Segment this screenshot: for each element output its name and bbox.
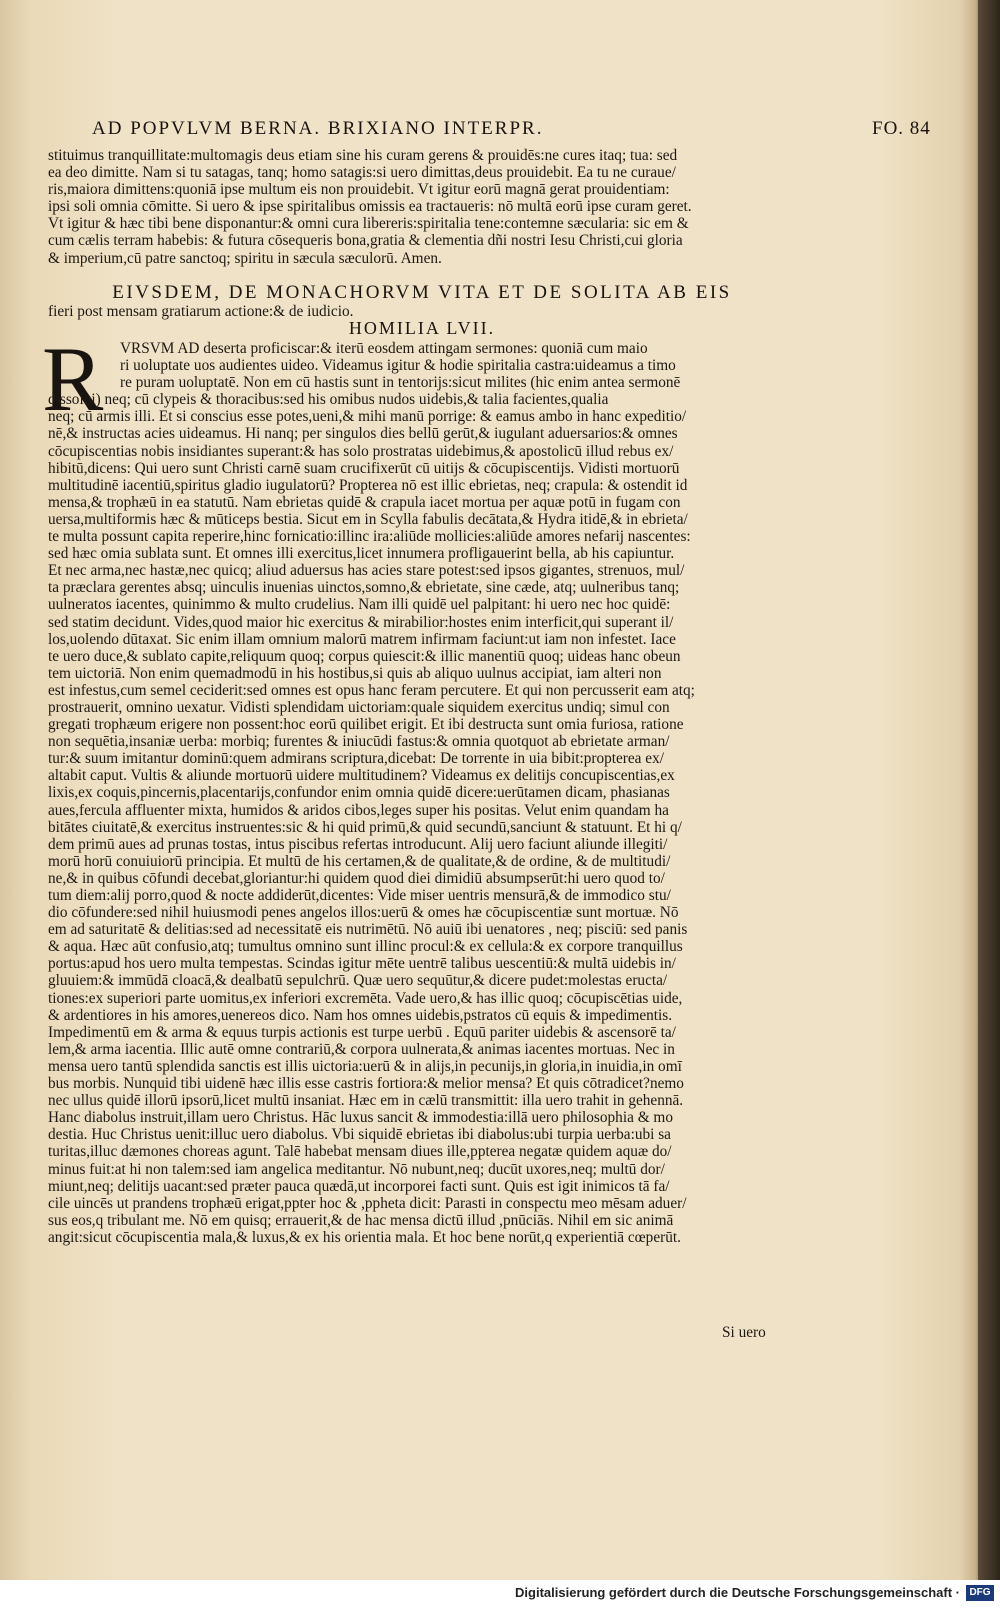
digitization-footer: [0, 1580, 1000, 1608]
text-line: destia. Huc Christus uenit:illuc uero diabolus. Vbi siquidē ebrietas ibi diabolus:ubi turpia uerba:ubi sa: [48, 1126, 671, 1144]
text-line: em ad saturitatē & delitias:sed ad necessitatē eis nutrimētū. Nō auiū ibi uenatores , neq; pisciū: sed panis: [48, 921, 688, 939]
text-line: Et nec arma,nec hastæ,nec quicq; aliud aduersus has acies stare potest:sed ipsos gigantes, strenuos, mul/: [48, 562, 685, 580]
text-line: ris,maiora dimittens:quoniā ipse multum eis non prouidebit. Vt igitur eorū magnā gerat prouidentiam:: [48, 181, 670, 199]
text-line: gluuiem:& immūdā cloacā,& dealbatū sepulchrū. Quæ uero sequūtur,& dicere pudet:molestas eructa/: [48, 972, 668, 990]
text-line: mensa,& trophæū in ea statutū. Nam ebrietas quidē & crapula iacet mortua per aquæ potū in fugam con: [48, 493, 681, 511]
text-line: & ardentiores in his amores,uenereos dico. Nam hos omnes uidebis,pstratos cū equis & impedimentis.: [48, 1006, 673, 1024]
text-line: aues,fercula affluenter mixta, humidos & aridos cibos,leges super his positas. Velut enim quandam ha: [48, 801, 669, 819]
text-line: los,uolendo dūtaxat. Sic enim illam omnium malorū matrem infirmam faciunt:ut iam non infestet. Iace: [48, 630, 676, 648]
text-line: uulneratos iacentes, quinimmo & multo crudelius. Nam illi quidē uel palpitant: hi uero nec hoc quidē:: [48, 596, 671, 614]
text-line: morū horū conuiuiorū principia. Et multū de his certamen,& de qualitate,& de ordine, & de multitudi/: [48, 852, 671, 870]
section-subtitle: fieri post mensam gratiarum actione:& de iudicio.: [48, 303, 354, 320]
section-title: EIVSDEM, DE MONACHORVM VITA ET DE SOLITA AB EIS: [112, 282, 732, 303]
text-line: hibitū,dicens: Qui uero sunt Christi carnē suam crucifixerūt cū uitijs & cōcupiscentijs. Vidisti mortuorū: [48, 459, 680, 477]
text-line: lem,& arma iacentia. Illic autē omne contrariū,& corpora uulnerata,& animas iacentes mortuas. Nec in: [48, 1040, 675, 1058]
text-line: neq; cū armis illi. Et si conscius esse potes,ueni,& mihi manū porrige: & eamus ambo in hanc expeditio/: [48, 408, 687, 426]
text-line: altabit caput. Vultis & aliunde mortuorū uidere multitudinem? Videamus ex delitijs concupiscentias,ex: [48, 767, 675, 785]
text-line: Impedimentū em & arma & equus turpis actionis est turpe uerbū . Equū pariter uidebis & ascensorē ta/: [48, 1023, 676, 1041]
text-line: non sequētia,insaniæ uerba: morbiq; furentes & iniucūdi fastus:& omnia quotquot ab ebrietate arman/: [48, 733, 670, 751]
text-line: angit:sicut cōcupiscentia mala,& luxus,& ex his orientia mala. Et hoc bene norūt,q experientiā cœperūt.: [48, 1228, 681, 1246]
text-line: nec ullus quidē illorū ipsorū,licet multū insaniat. Hæc em in cælū transmittit: illa uero trahit in gehennā.: [48, 1092, 684, 1110]
text-line: multitudinē iacentiū,spiritus gladio iugulatorū? Propterea nō est illic ebrietas, neq; crapula: & ostendit id: [48, 476, 688, 494]
text-line: tum diem:alij porro,quod & nocte addiderūt,dicentes: Vide miser uentris mensurā,& de immodico stu/: [48, 887, 671, 904]
text-line: VRSVM AD deserta proficiscar:& iterū eosdem attingam sermones: quoniā cum maio: [120, 340, 648, 357]
text-line: miunt,neq; delitijs uacant:sed præter pauca quædā,ut incorporei facti sunt. Quis est igit inimicos tā fa/: [48, 1177, 670, 1195]
homily-heading: HOMILIA LVII.: [348, 318, 496, 338]
text-line: te uero duce,& sublato capite,reliquum quoq; corpus quiescit:& illic manentiū quoq; uideas hanc obeun: [48, 647, 681, 665]
text-line: sus eos,q tribulant me. Nō em quisq; errauerit,& de hac mensa dictū illud ,pnūciās. Nihil em sic animā: [48, 1211, 674, 1229]
text-line: re puram uoluptatē. Non em cū hastis sunt in tentorijs:sicut milites (hic enim antea sermonē: [120, 374, 681, 392]
text-line: sed hæc omia sublata sunt. Et omnes illi exercitus,licet innumera profligauerint bella, ab his capiuntur.: [48, 545, 675, 563]
text-line: & aqua. Hæc aūt confusio,atq; tumultus omnino sunt illinc procul:& ex cellula:& ex corpore tranquillus: [48, 938, 683, 956]
text-line: tur:& suum imitantur dominū:quem admirans scriptura,dicebat: De torrente in uia bibit:propterea ex/: [48, 750, 664, 768]
text-line: Vt igitur & hæc tibi bene disponantur:& omni cura libereris:spiritalia tene:contemne sæcularia: sic em &: [48, 215, 689, 233]
text-line: est infestus,cum semel ceciderit:sed omnes est opus hanc feram percutere. Et qui non percusserit eam atq;: [48, 681, 695, 699]
text-line: ne,& in quibus cōfundi decebat,gloriantur:hi quidem quod diei dimidiū absumpserūt:hi uero quod to/: [48, 869, 665, 887]
text-line: ri uoluptate uos audientes uideo. Videamus igitur & hodie spiritalia castra:uideamus a timo: [120, 357, 676, 375]
text-line: bus morbis. Nunquid tibi uidenē hæc illis esse castris fortiora:& melior mensa? Et quis cōtradicet?nemo: [48, 1075, 684, 1093]
text-line: & imperium,cū patre sanctoq; spiritu in sæcula sæculorū. Amen.: [48, 249, 442, 267]
text-line: bitātes ciuitatē,& exercitus instruentes:sic & hi quid primū,& quid secundū,sanciunt & statuunt. Et hi q/: [48, 818, 682, 836]
folio-number: FO. 84: [872, 118, 931, 139]
text-line: uersa,multiformis hæc & mūticeps bestia. Sicut em in Scylla fabulis decātata,& Hydra itidē,& in ebrieta/: [48, 510, 688, 528]
text-line: nē,& instructas acies uideamus. Hi nanq; per singulos dies bellū gerūt,& iugulant aduersarios:& omnes: [48, 425, 678, 443]
text-line: gregati trophæum erigere non possent:hoc eorū quilibet erigit. Et ibi destructa sunt omia furiosa, ratione: [48, 716, 684, 734]
catchword: Si uero: [722, 1324, 766, 1341]
opening-paragraph: [48, 147, 796, 267]
text-line: mensa uero tantū splendida sanctis est illis uictoria:uerū & in alijs,in pecunijs,in gloria,in inuidia,in omī: [48, 1057, 682, 1075]
text-line: Hanc diabolus instruit,illam uero Christus. Hāc luxus sancit & immodestia:illā uero philosophia & mo: [48, 1109, 673, 1127]
text-line: turitas,illuc dæmones choreas agunt. Talē habebat mensam diues ille,ppterea negatæ quidem aquæ do/: [48, 1143, 672, 1161]
text-line: cum cælis terram habebis: & futura cōsequeris bona,gratia & clementia dñi nostri Iesu Christi,cui gloria: [48, 232, 683, 250]
book-spine: [978, 0, 1000, 1580]
text-line: prostrauerit, omnino uexatur. Vidisti splendidam uictoriam:quale siquidem exercitus undiq; simul con: [48, 698, 670, 716]
text-line: ta præclara gerentes absq; uinculis inuenias uinctos,somno,& ebrietate, sine cæde, atq; uulneribus tanq;: [48, 579, 680, 597]
footer-credit: Digitalisierung gefördert durch die Deutsche Forschungsgemeinschaft ·: [515, 1585, 960, 1600]
text-line: cile uincēs ut prandens trophæū erigat,ppter hoc & ,ppheta dicit: Parasti in conspectu meo mēsam aduer/: [48, 1194, 687, 1212]
dfg-logo: DFG: [966, 1585, 994, 1601]
text-line: tem uictoriā. Non enim quemadmodū in his hostibus,si quis ab aliquo uulnus accipiat, iam alteri non: [48, 664, 662, 682]
text-line: dem primū aues ad prunas tostas, intus piscibus refertas introducunt. Alij uero faciunt aliunde illegiti/: [48, 835, 668, 853]
text-line: lixis,ex coquis,pincernis,placentarijs,confundor enim omnia quidē dicere:uerūtamen dicam, phasianas: [48, 784, 670, 802]
text-line: tiones:ex superiori parte uomitus,ex inferiori excremēta. Vade uero,& has illic quoq; cōcupiscētias uide,: [48, 989, 683, 1007]
text-line: sed statim decidunt. Vides,quod maior hic exercitus & mirabilior:hostes enim interficit,qui superant il/: [48, 613, 674, 631]
drop-capital: R: [42, 328, 104, 430]
text-line: dio cōfundere:sed nihil huiusmodi penes angelos illos:uerū & omes hæ cōcupiscentiæ sunt mortuæ. Nō: [48, 904, 679, 922]
text-line: te multa possunt capita reperire,hinc fornicatio:illinc ira:aliūde mollicies:aliūde amores nefarij nascentes:: [48, 528, 691, 546]
running-title: AD POPVLVM BERNA. BRIXIANO INTERPR.: [92, 118, 544, 139]
text-line: ea deo dimitte. Nam si tu satagas, tanq; homo satagis:si uero dimittas,deus prouidebit. Ea tu ne curaue/: [48, 164, 676, 182]
text-line: stituimus tranquillitate:multomagis deus etiam sine his curam gerens & prouidēs:ne cures itaq; tua: sed: [48, 147, 678, 164]
text-line: cōcupiscentias nobis insidiantes superant:& has solo prostratas uidebimus,& apostolicū illud rebus ex/: [48, 442, 674, 460]
text-line: dissolui) neq; cū clypeis & thoracibus:sed his omibus nudos uidebis,& talia facientes,qualia: [48, 391, 609, 409]
text-line: minus fuit:at hi non talem:sed iam angelica meditantur. Nō nubunt,neq; ducūt uxores,neq; multū dor/: [48, 1160, 665, 1178]
text-line: portus:apud hos uero multa tempestas. Scindas igitur mēte uentrē talibus uescentiū:& multā uidebis in/: [48, 955, 676, 973]
text-line: ipsi soli omnia cōmitte. Si uero & ipse spiritalibus omissis ea tractaueris: nō multā eorū ipse curam geret.: [48, 198, 692, 216]
body-text: [48, 340, 796, 1246]
